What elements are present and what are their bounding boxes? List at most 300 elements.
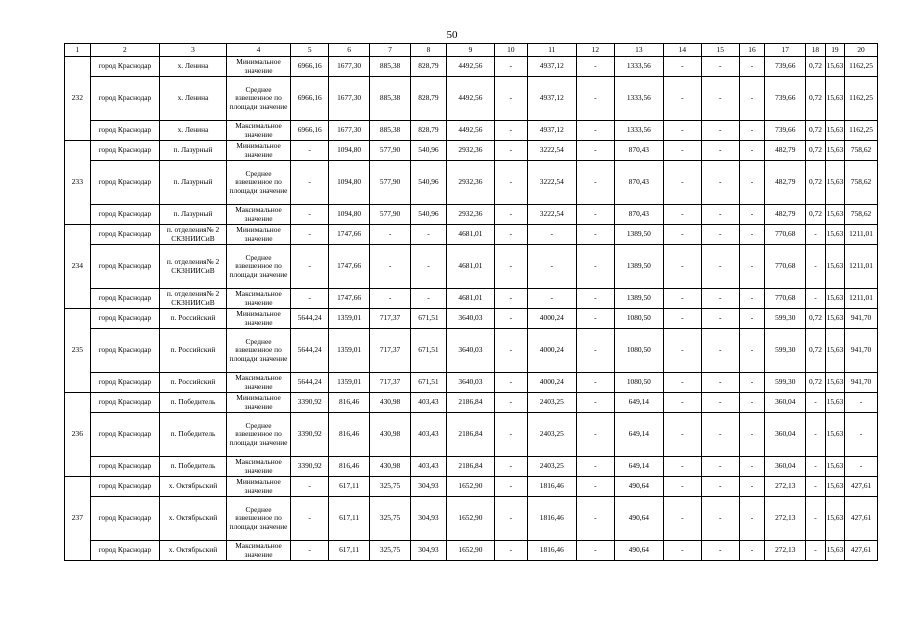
- table-cell-col-7: 325,75: [370, 497, 411, 541]
- table-cell-col-17: 360,04: [765, 393, 806, 413]
- table-cell-col-5: 3390,92: [291, 457, 329, 477]
- table-cell-col-17: 360,04: [765, 457, 806, 477]
- table-cell-col-12: -: [576, 393, 614, 413]
- table-cell-col-17: 739,66: [765, 121, 806, 141]
- table-cell-col-4: Минимальное значение: [226, 141, 291, 161]
- table-cell-col-16: -: [739, 477, 765, 497]
- column-header-5: 5: [291, 44, 329, 57]
- table-cell-col-14: -: [663, 477, 701, 497]
- table-cell-col-17: 739,66: [765, 57, 806, 77]
- table-cell-col-18: -: [806, 457, 825, 477]
- table-cell-col-10: -: [494, 329, 527, 373]
- table-cell-col-13: 1080,50: [614, 329, 663, 373]
- table-cell-col-4: Максимальное значение: [226, 121, 291, 141]
- table-cell-col-2: город Краснодар: [90, 457, 160, 477]
- table-cell-col-11: -: [527, 245, 576, 289]
- table-row: [65, 77, 878, 121]
- table-cell-col-12: -: [576, 121, 614, 141]
- table-cell-col-6: 816,46: [329, 457, 370, 477]
- page-number: 50: [446, 29, 458, 41]
- table-cell-col-7: 325,75: [370, 541, 411, 561]
- table-cell-col-18: 0,72: [806, 77, 825, 121]
- table-cell-col-5: -: [291, 541, 329, 561]
- table-cell-col-20: 941,70: [845, 309, 878, 329]
- row-group-id: 235: [65, 309, 91, 393]
- table-cell-col-20: 758,62: [845, 205, 878, 225]
- table-row: [65, 541, 878, 561]
- table-cell-col-5: -: [291, 245, 329, 289]
- table-cell-col-18: 0,72: [806, 161, 825, 205]
- column-header-11: 11: [527, 44, 576, 57]
- table-cell-col-2: город Краснодар: [90, 57, 160, 77]
- column-header-7: 7: [370, 44, 411, 57]
- table-cell-col-10: -: [494, 245, 527, 289]
- table-cell-col-16: -: [739, 141, 765, 161]
- table-cell-col-16: -: [739, 161, 765, 205]
- table-cell-col-13: 490,64: [614, 497, 663, 541]
- table-cell-col-3: п. Лазурный: [160, 141, 227, 161]
- table-cell-col-3: п. Лазурный: [160, 161, 227, 205]
- table-cell-col-16: -: [739, 57, 765, 77]
- table-cell-col-16: -: [739, 309, 765, 329]
- data-table: [64, 43, 878, 561]
- table-cell-col-19: 15,63: [825, 457, 844, 477]
- table-row: [65, 161, 878, 205]
- table-cell-col-13: 1389,50: [614, 245, 663, 289]
- table-cell-col-6: 1094,80: [329, 205, 370, 225]
- table-cell-col-19: 15,63: [825, 393, 844, 413]
- column-header-12: 12: [576, 44, 614, 57]
- table-cell-col-6: 617,11: [329, 497, 370, 541]
- table-cell-col-14: -: [663, 309, 701, 329]
- table-cell-col-13: 490,64: [614, 477, 663, 497]
- table-cell-col-5: -: [291, 141, 329, 161]
- table-cell-col-3: х. Ленина: [160, 57, 227, 77]
- table-row: [65, 373, 878, 393]
- table-cell-col-2: город Краснодар: [90, 413, 160, 457]
- table-cell-col-2: город Краснодар: [90, 245, 160, 289]
- table-cell-col-14: -: [663, 77, 701, 121]
- table-cell-col-8: 403,43: [411, 413, 447, 457]
- table-cell-col-9: 2932,36: [446, 141, 494, 161]
- table-cell-col-13: 1333,56: [614, 77, 663, 121]
- table-cell-col-4: Минимальное значение: [226, 393, 291, 413]
- table-cell-col-5: 5644,24: [291, 373, 329, 393]
- table-cell-col-5: 3390,92: [291, 413, 329, 457]
- table-cell-col-12: -: [576, 205, 614, 225]
- table-cell-col-12: -: [576, 497, 614, 541]
- table-cell-col-8: 540,96: [411, 205, 447, 225]
- table-cell-col-3: п. Победитель: [160, 413, 227, 457]
- table-cell-col-4: Максимальное значение: [226, 205, 291, 225]
- table-cell-col-20: 1211,01: [845, 245, 878, 289]
- table-cell-col-16: -: [739, 373, 765, 393]
- table-cell-col-5: -: [291, 497, 329, 541]
- table-cell-col-9: 4492,56: [446, 77, 494, 121]
- table-cell-col-5: -: [291, 477, 329, 497]
- table-cell-col-13: 870,43: [614, 161, 663, 205]
- table-cell-col-2: город Краснодар: [90, 205, 160, 225]
- table-cell-col-14: -: [663, 329, 701, 373]
- table-cell-col-9: 1652,90: [446, 541, 494, 561]
- table-cell-col-6: 617,11: [329, 541, 370, 561]
- table-cell-col-8: 304,93: [411, 541, 447, 561]
- table-cell-col-16: -: [739, 77, 765, 121]
- table-cell-col-7: 885,38: [370, 77, 411, 121]
- table-cell-col-4: Среднее взвешенное по площади значение: [226, 497, 291, 541]
- table-cell-col-6: 1677,30: [329, 77, 370, 121]
- table-row: [65, 497, 878, 541]
- table-cell-col-11: 4937,12: [527, 57, 576, 77]
- table-cell-col-19: 15,63: [825, 477, 844, 497]
- table-cell-col-9: 1652,90: [446, 497, 494, 541]
- table-cell-col-19: 15,63: [825, 161, 844, 205]
- table-cell-col-12: -: [576, 373, 614, 393]
- table-cell-col-15: -: [701, 413, 739, 457]
- table-cell-col-9: 2932,36: [446, 205, 494, 225]
- table-cell-col-2: город Краснодар: [90, 541, 160, 561]
- table-cell-col-7: 430,98: [370, 393, 411, 413]
- table-cell-col-9: 2186,84: [446, 393, 494, 413]
- table-cell-col-5: 6966,16: [291, 77, 329, 121]
- row-group-id: 236: [65, 393, 91, 477]
- table-cell-col-18: 0,72: [806, 373, 825, 393]
- table-cell-col-3: п. Победитель: [160, 393, 227, 413]
- table-cell-col-16: -: [739, 393, 765, 413]
- header-row: [65, 44, 878, 57]
- table-cell-col-5: -: [291, 225, 329, 245]
- table-cell-col-10: -: [494, 413, 527, 457]
- table-cell-col-3: п. Победитель: [160, 457, 227, 477]
- table-cell-col-19: 15,63: [825, 121, 844, 141]
- table-body: [65, 57, 878, 561]
- table-cell-col-20: 427,61: [845, 497, 878, 541]
- table-cell-col-7: 885,38: [370, 121, 411, 141]
- table-cell-col-14: -: [663, 497, 701, 541]
- table-cell-col-13: 870,43: [614, 205, 663, 225]
- table-cell-col-13: 649,14: [614, 393, 663, 413]
- table-cell-col-6: 1747,66: [329, 225, 370, 245]
- table-cell-col-17: 482,79: [765, 141, 806, 161]
- table-row: [65, 121, 878, 141]
- table-cell-col-10: -: [494, 497, 527, 541]
- column-header-14: 14: [663, 44, 701, 57]
- table-cell-col-9: 3640,03: [446, 373, 494, 393]
- row-group-id: 237: [65, 477, 91, 561]
- table-cell-col-18: -: [806, 477, 825, 497]
- table-cell-col-5: 6966,16: [291, 121, 329, 141]
- table-cell-col-11: 4000,24: [527, 373, 576, 393]
- table-cell-col-6: 1677,30: [329, 121, 370, 141]
- table-cell-col-6: 1359,01: [329, 329, 370, 373]
- table-row: [65, 225, 878, 245]
- table-cell-col-7: 430,98: [370, 457, 411, 477]
- table-cell-col-19: 15,63: [825, 541, 844, 561]
- table-cell-col-18: 0,72: [806, 309, 825, 329]
- column-header-17: 17: [765, 44, 806, 57]
- table-cell-col-9: 4681,01: [446, 289, 494, 309]
- table-cell-col-4: Максимальное значение: [226, 541, 291, 561]
- table-cell-col-14: -: [663, 245, 701, 289]
- table-cell-col-6: 1359,01: [329, 373, 370, 393]
- table-cell-col-2: город Краснодар: [90, 161, 160, 205]
- table-cell-col-14: -: [663, 205, 701, 225]
- table-cell-col-20: 1162,25: [845, 121, 878, 141]
- table-cell-col-4: Максимальное значение: [226, 457, 291, 477]
- table-cell-col-19: 15,63: [825, 309, 844, 329]
- table-cell-col-19: 15,63: [825, 329, 844, 373]
- table-cell-col-9: 1652,90: [446, 477, 494, 497]
- table-cell-col-20: 427,61: [845, 541, 878, 561]
- column-header-16: 16: [739, 44, 765, 57]
- table-cell-col-11: -: [527, 289, 576, 309]
- table-cell-col-10: -: [494, 457, 527, 477]
- table-cell-col-3: х. Октябрьский: [160, 477, 227, 497]
- table-cell-col-3: х. Октябрьский: [160, 541, 227, 561]
- table-cell-col-17: 482,79: [765, 205, 806, 225]
- table-cell-col-3: х. Ленина: [160, 121, 227, 141]
- table-cell-col-15: -: [701, 541, 739, 561]
- table-cell-col-13: 649,14: [614, 457, 663, 477]
- table-cell-col-14: -: [663, 57, 701, 77]
- table-cell-col-4: Максимальное значение: [226, 289, 291, 309]
- table-cell-col-18: 0,72: [806, 141, 825, 161]
- table-cell-col-14: -: [663, 541, 701, 561]
- table-cell-col-2: город Краснодар: [90, 141, 160, 161]
- table-cell-col-19: 15,63: [825, 245, 844, 289]
- table-cell-col-17: 272,13: [765, 497, 806, 541]
- table-cell-col-2: город Краснодар: [90, 477, 160, 497]
- table-cell-col-17: 599,30: [765, 373, 806, 393]
- table-cell-col-13: 490,64: [614, 541, 663, 561]
- table-cell-col-3: п. отделения№ 2 СКЗНИИСиВ: [160, 225, 227, 245]
- table-row: [65, 393, 878, 413]
- table-cell-col-16: -: [739, 329, 765, 373]
- table-cell-col-20: 1211,01: [845, 225, 878, 245]
- table-cell-col-6: 1094,80: [329, 141, 370, 161]
- table-cell-col-7: -: [370, 225, 411, 245]
- table-cell-col-15: -: [701, 497, 739, 541]
- table-cell-col-19: 15,63: [825, 205, 844, 225]
- table-cell-col-11: 2403,25: [527, 457, 576, 477]
- table-cell-col-17: 482,79: [765, 161, 806, 205]
- table-cell-col-12: -: [576, 289, 614, 309]
- table-cell-col-10: -: [494, 541, 527, 561]
- row-group-id: 233: [65, 141, 91, 225]
- table-cell-col-20: 1211,01: [845, 289, 878, 309]
- table-cell-col-8: 828,79: [411, 57, 447, 77]
- table-cell-col-8: 671,51: [411, 329, 447, 373]
- table-cell-col-3: п. Российский: [160, 329, 227, 373]
- table-cell-col-8: 403,43: [411, 457, 447, 477]
- table-cell-col-8: 671,51: [411, 309, 447, 329]
- table-cell-col-20: 758,62: [845, 141, 878, 161]
- row-group-id: 232: [65, 57, 91, 141]
- table-cell-col-7: 885,38: [370, 57, 411, 77]
- table-cell-col-8: -: [411, 289, 447, 309]
- table-cell-col-4: Минимальное значение: [226, 225, 291, 245]
- table-cell-col-6: 1747,66: [329, 289, 370, 309]
- table-cell-col-8: 828,79: [411, 121, 447, 141]
- table-cell-col-18: -: [806, 541, 825, 561]
- table-cell-col-15: -: [701, 225, 739, 245]
- table-cell-col-3: п. Российский: [160, 309, 227, 329]
- table-cell-col-17: 770,68: [765, 225, 806, 245]
- table-cell-col-16: -: [739, 457, 765, 477]
- table-cell-col-3: х. Ленина: [160, 77, 227, 121]
- table-cell-col-20: -: [845, 393, 878, 413]
- table-row: [65, 309, 878, 329]
- table-cell-col-8: 540,96: [411, 161, 447, 205]
- table-cell-col-17: 770,68: [765, 289, 806, 309]
- table-cell-col-18: -: [806, 497, 825, 541]
- table-cell-col-16: -: [739, 245, 765, 289]
- table-cell-col-17: 599,30: [765, 329, 806, 373]
- table-cell-col-9: 4681,01: [446, 225, 494, 245]
- table-cell-col-8: 304,93: [411, 497, 447, 541]
- table-cell-col-12: -: [576, 541, 614, 561]
- table-cell-col-5: 5644,24: [291, 329, 329, 373]
- table-cell-col-17: 770,68: [765, 245, 806, 289]
- table-cell-col-17: 739,66: [765, 77, 806, 121]
- table-cell-col-19: 15,63: [825, 289, 844, 309]
- table-cell-col-14: -: [663, 373, 701, 393]
- table-cell-col-15: -: [701, 457, 739, 477]
- table-cell-col-20: 941,70: [845, 373, 878, 393]
- table-cell-col-18: -: [806, 393, 825, 413]
- row-group-id: 234: [65, 225, 91, 309]
- table-cell-col-13: 870,43: [614, 141, 663, 161]
- column-header-2: 2: [90, 44, 160, 57]
- table-cell-col-7: -: [370, 289, 411, 309]
- table-row: [65, 245, 878, 289]
- table-cell-col-9: 4681,01: [446, 245, 494, 289]
- table-row: [65, 477, 878, 497]
- table-cell-col-20: 941,70: [845, 329, 878, 373]
- table-cell-col-2: город Краснодар: [90, 309, 160, 329]
- table-cell-col-17: 599,30: [765, 309, 806, 329]
- table-cell-col-4: Среднее взвешенное по площади значение: [226, 413, 291, 457]
- table-cell-col-7: 717,37: [370, 309, 411, 329]
- table-cell-col-20: -: [845, 413, 878, 457]
- table-cell-col-9: 2186,84: [446, 457, 494, 477]
- table-cell-col-14: -: [663, 225, 701, 245]
- table-cell-col-17: 272,13: [765, 541, 806, 561]
- table-cell-col-9: 2186,84: [446, 413, 494, 457]
- table-cell-col-13: 1389,50: [614, 225, 663, 245]
- table-cell-col-15: -: [701, 205, 739, 225]
- table-cell-col-5: -: [291, 205, 329, 225]
- column-header-18: 18: [806, 44, 825, 57]
- table-cell-col-12: -: [576, 77, 614, 121]
- table-cell-col-4: Максимальное значение: [226, 373, 291, 393]
- table-cell-col-18: -: [806, 413, 825, 457]
- column-header-19: 19: [825, 44, 844, 57]
- table-cell-col-18: 0,72: [806, 57, 825, 77]
- table-cell-col-2: город Краснодар: [90, 289, 160, 309]
- table-cell-col-13: 1080,50: [614, 373, 663, 393]
- table-cell-col-7: 577,90: [370, 141, 411, 161]
- table-cell-col-8: -: [411, 225, 447, 245]
- table-cell-col-4: Минимальное значение: [226, 477, 291, 497]
- table-cell-col-11: 1816,46: [527, 541, 576, 561]
- table-cell-col-8: 671,51: [411, 373, 447, 393]
- table-cell-col-14: -: [663, 457, 701, 477]
- table-cell-col-10: -: [494, 121, 527, 141]
- table-cell-col-4: Минимальное значение: [226, 309, 291, 329]
- table-cell-col-10: -: [494, 57, 527, 77]
- table-cell-col-4: Минимальное значение: [226, 57, 291, 77]
- table-cell-col-9: 2932,36: [446, 161, 494, 205]
- table-cell-col-7: 577,90: [370, 205, 411, 225]
- table-cell-col-16: -: [739, 497, 765, 541]
- table-cell-col-10: -: [494, 309, 527, 329]
- table-cell-col-6: 816,46: [329, 413, 370, 457]
- table-cell-col-20: -: [845, 457, 878, 477]
- table-cell-col-11: 4937,12: [527, 121, 576, 141]
- table-cell-col-11: 4000,24: [527, 329, 576, 373]
- table-cell-col-13: 1389,50: [614, 289, 663, 309]
- table-cell-col-8: 403,43: [411, 393, 447, 413]
- table-row: [65, 141, 878, 161]
- table-cell-col-13: 1333,56: [614, 121, 663, 141]
- table-cell-col-19: 15,63: [825, 413, 844, 457]
- table-cell-col-11: 1816,46: [527, 477, 576, 497]
- table-cell-col-15: -: [701, 245, 739, 289]
- table-cell-col-10: -: [494, 161, 527, 205]
- table-cell-col-10: -: [494, 141, 527, 161]
- table-cell-col-9: 3640,03: [446, 329, 494, 373]
- table-cell-col-9: 4492,56: [446, 121, 494, 141]
- table-cell-col-18: -: [806, 245, 825, 289]
- table-cell-col-19: 15,63: [825, 225, 844, 245]
- table-cell-col-16: -: [739, 225, 765, 245]
- table-cell-col-13: 1080,50: [614, 309, 663, 329]
- table-cell-col-2: город Краснодар: [90, 393, 160, 413]
- table-cell-col-19: 15,63: [825, 57, 844, 77]
- table-cell-col-14: -: [663, 393, 701, 413]
- table-cell-col-8: -: [411, 245, 447, 289]
- table-cell-col-11: 1816,46: [527, 497, 576, 541]
- table-cell-col-16: -: [739, 205, 765, 225]
- table-cell-col-19: 15,63: [825, 373, 844, 393]
- table-cell-col-17: 272,13: [765, 477, 806, 497]
- table-cell-col-19: 15,63: [825, 141, 844, 161]
- table-cell-col-12: -: [576, 141, 614, 161]
- table-cell-col-6: 1677,30: [329, 57, 370, 77]
- table-cell-col-18: 0,72: [806, 205, 825, 225]
- table-cell-col-2: город Краснодар: [90, 497, 160, 541]
- table-cell-col-12: -: [576, 413, 614, 457]
- table-cell-col-4: Среднее взвешенное по площади значение: [226, 77, 291, 121]
- table-cell-col-5: 6966,16: [291, 57, 329, 77]
- table-cell-col-2: город Краснодар: [90, 121, 160, 141]
- table-cell-col-18: -: [806, 225, 825, 245]
- table-cell-col-9: 3640,03: [446, 309, 494, 329]
- table-cell-col-3: п. отделения№ 2 СКЗНИИСиВ: [160, 245, 227, 289]
- table-cell-col-11: 3222,54: [527, 161, 576, 205]
- table-cell-col-7: 325,75: [370, 477, 411, 497]
- table-cell-col-16: -: [739, 289, 765, 309]
- table-row: [65, 457, 878, 477]
- table-cell-col-19: 15,63: [825, 77, 844, 121]
- table-cell-col-11: 4000,24: [527, 309, 576, 329]
- table-cell-col-6: 1094,80: [329, 161, 370, 205]
- table-cell-col-15: -: [701, 121, 739, 141]
- table-row: [65, 57, 878, 77]
- table-cell-col-18: -: [806, 289, 825, 309]
- column-header-1: 1: [65, 44, 91, 57]
